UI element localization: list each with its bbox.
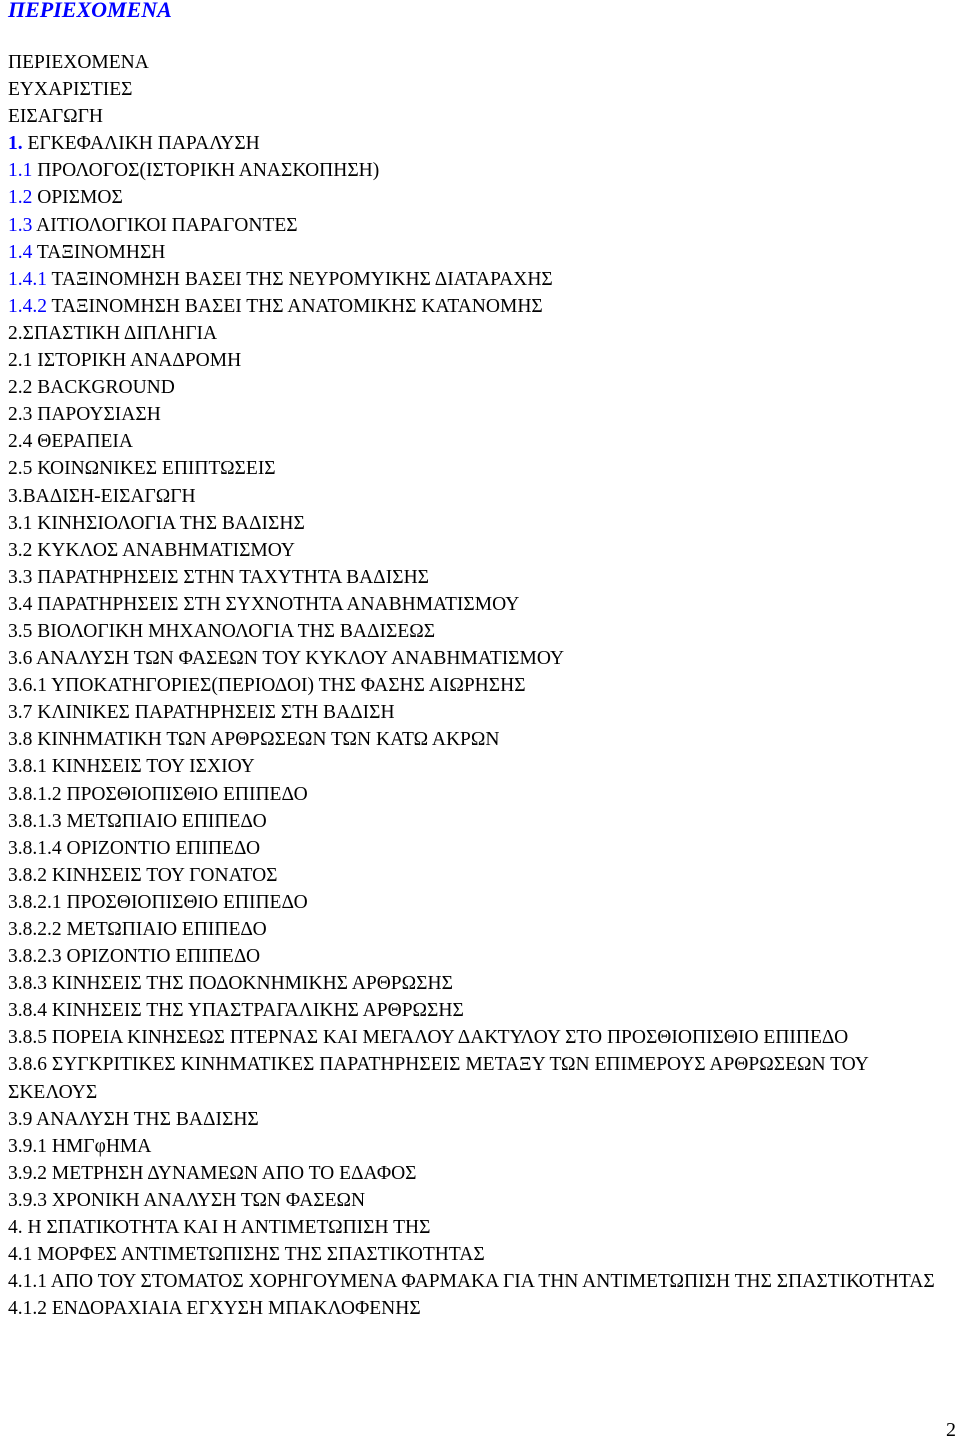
- page-title: ΠΕΡΙΕΧΟΜΕΝΑ: [8, 0, 172, 22]
- toc-entry-label: 3.5 ΒΙΟΛΟΓΙΚΗ ΜΗΧΑΝΟΛΟΓΙΑ ΤΗΣ ΒΑΔΙΣΕΩΣ: [8, 620, 436, 642]
- toc-entry-label: 3.7 ΚΛΙΝΙΚΕΣ ΠΑΡΑΤΗΡΗΣΕΙΣ ΣΤΗ ΒΑΔΙΣΗ: [8, 702, 395, 724]
- toc-entry[interactable]: [8, 184, 953, 211]
- toc-entry[interactable]: [8, 1160, 953, 1187]
- toc-entry[interactable]: [8, 510, 953, 537]
- toc-entry[interactable]: [8, 808, 953, 835]
- toc-entry-label: 3.8.2 ΚΙΝΗΣΕΙΣ ΤΟΥ ΓΟΝΑΤΟΣ: [8, 864, 278, 886]
- toc-entry[interactable]: [8, 1051, 953, 1105]
- toc-entry[interactable]: [8, 970, 953, 997]
- toc-entry-number: 1.4.1: [8, 268, 47, 290]
- toc-entry[interactable]: [8, 1024, 953, 1051]
- toc-entry-number: 1.4: [8, 241, 33, 263]
- toc-entry[interactable]: [8, 781, 953, 808]
- toc-entry-label: ΕΓΚΕΦΑΛΙΚΗ ΠΑΡΑΛΥΣΗ: [22, 133, 260, 155]
- toc-entry-label: ΤΑΞΙΝΟΜΗΣΗ ΒΑΣΕΙ ΤΗΣ ΑΝΑΤΟΜΙΚΗΣ ΚΑΤΑΝΟΜΗΣ: [47, 295, 543, 317]
- toc-entry-label: ΟΡΙΣΜΟΣ: [32, 187, 123, 209]
- toc-entry[interactable]: [8, 1268, 953, 1295]
- toc-entry-label: 3.6.1 ΥΠΟΚΑΤΗΓΟΡΙΕΣ(ΠΕΡΙΟΔΟΙ) ΤΗΣ ΦΑΣΗΣ ΑΙΩΡΗΣΗΣ: [8, 675, 526, 697]
- toc-entry[interactable]: [8, 266, 953, 293]
- toc-entry-label: 3.2 ΚΥΚΛΟΣ ΑΝΑΒΗΜΑΤΙΣΜΟΥ: [8, 539, 295, 561]
- toc-entry[interactable]: [8, 753, 953, 780]
- toc-entry[interactable]: [8, 699, 953, 726]
- toc-entry[interactable]: [8, 401, 953, 428]
- toc-entry-label: ΠΡΟΛΟΓΟΣ(ΙΣΤΟΡΙΚΗ ΑΝΑΣΚΟΠΗΣΗ): [32, 160, 380, 182]
- toc-entry-number: 1.: [8, 133, 23, 155]
- toc-entry-number: 1.1: [8, 160, 33, 182]
- toc-entry-label: 3.8.4 ΚΙΝΗΣΕΙΣ ΤΗΣ ΥΠΑΣΤΡΑΓΑΛΙΚΗΣ ΑΡΘΡΩΣΗΣ: [8, 1000, 464, 1022]
- toc-entry-label: 3.9.1 ΗΜΓφΗΜΑ: [8, 1135, 152, 1157]
- toc-entry[interactable]: [8, 1295, 953, 1322]
- toc-entry-label: 3.8.6 ΣΥΓΚΡΙΤΙΚΕΣ ΚΙΝΗΜΑΤΙΚΕΣ ΠΑΡΑΤΗΡΗΣΕΙΣ ΜΕΤΑΞΥ ΤΩΝ ΕΠΙΜΕΡΟΥΣ ΑΡΘΡΩΣΕΩΝ ΤΟΥ ΣΚΕΛΟΥΣ: [8, 1054, 869, 1103]
- toc-entry[interactable]: [8, 1187, 953, 1214]
- toc-entry-label: 3.8.2.1 ΠΡΟΣΘΙΟΠΙΣΘΙΟ ΕΠΙΠΕΔΟ: [8, 891, 308, 913]
- toc-entry-label: 3.8.2.2 ΜΕΤΩΠΙΑΙΟ ΕΠΙΠΕΔΟ: [8, 919, 267, 940]
- toc-entry-label: 2.2 BACKGROUND: [8, 377, 175, 399]
- toc-entry-label: 3.8.5 ΠΟΡΕΙΑ ΚΙΝΗΣΕΩΣ ΠΤΕΡΝΑΣ ΚΑΙ ΜΕΓΑΛΟΥ ΔΑΚΤΥΛΟΥ ΣΤΟ ΠΡΟΣΘΙΟΠΙΣΘΙΟ ΕΠΙΠΕΔΟ: [8, 1027, 849, 1049]
- toc-entry-label: ΠΕΡΙΕΧΟΜΕΝΑ: [8, 52, 149, 73]
- toc-entry-label: 3.1 ΚΙΝΗΣΙΟΛΟΓΙΑ ΤΗΣ ΒΑΔΙΣΗΣ: [8, 512, 305, 534]
- toc-entry[interactable]: [8, 130, 953, 157]
- toc-entry-label: ΤΑΞΙΝΟΜΗΣΗ: [32, 241, 166, 263]
- toc-entry[interactable]: [8, 157, 953, 184]
- toc-entry-label: 2.ΣΠΑΣΤΙΚΗ ΔΙΠΛΗΓΙΑ: [8, 322, 218, 344]
- toc-entry[interactable]: [8, 428, 953, 455]
- toc-entry-label: 3.8.1.3 ΜΕΤΩΠΙΑΙΟ ΕΠΙΠΕΔΟ: [8, 810, 267, 832]
- toc-entry[interactable]: [8, 1133, 953, 1160]
- toc-entry-label: 4.1.2 ΕΝΔΟΡΑΧΙΑΙΑ ΕΓΧΥΣΗ ΜΠΑΚΛΟΦΕΝΗΣ: [8, 1298, 421, 1320]
- page-number: 2: [946, 1419, 956, 1441]
- toc-entry-label: ΕΥΧΑΡΙΣΤΙΕΣ: [8, 79, 133, 101]
- toc-entry[interactable]: [8, 645, 953, 672]
- toc-entry[interactable]: [8, 483, 953, 510]
- toc-entry-label: ΕΙΣΑΓΩΓΗ: [8, 106, 103, 128]
- toc-entry-label: 3.8.1 ΚΙΝΗΣΕΙΣ ΤΟΥ ΙΣΧΙΟΥ: [8, 756, 255, 778]
- toc-entry-label: 3.6 ΑΝΑΛΥΣΗ ΤΩΝ ΦΑΣΕΩΝ ΤΟΥ ΚΥΚΛΟΥ ΑΝΑΒΗΜΑΤΙΣΜΟΥ: [8, 648, 565, 670]
- toc-entry[interactable]: [8, 537, 953, 564]
- toc-entry[interactable]: [8, 726, 953, 753]
- toc-entry[interactable]: [8, 916, 953, 943]
- toc-entry-label: 3.ΒΑΔΙΣΗ-ΕΙΣΑΓΩΓΗ: [8, 485, 196, 507]
- toc-entry[interactable]: [8, 997, 953, 1024]
- toc-entry[interactable]: [8, 835, 953, 862]
- toc-entry[interactable]: [8, 943, 953, 970]
- toc-entry[interactable]: [8, 76, 953, 103]
- toc-entry-label: 3.8.1.4 ΟΡΙΖΟΝΤΙΟ ΕΠΙΠΕΔΟ: [8, 837, 261, 859]
- toc-entry[interactable]: [8, 293, 953, 320]
- toc-entry-label: ΑΙΤΙΟΛΟΓΙΚΟΙ ΠΑΡΑΓΟΝΤΕΣ: [32, 214, 298, 236]
- toc-entry-label: ΤΑΞΙΝΟΜΗΣΗ ΒΑΣΕΙ ΤΗΣ ΝΕΥΡΟΜΥΙΚΗΣ ΔΙΑΤΑΡΑΧΗΣ: [47, 268, 553, 290]
- toc-entry[interactable]: [8, 618, 953, 645]
- toc-entry[interactable]: [8, 1214, 953, 1241]
- toc-entry[interactable]: [8, 49, 953, 76]
- toc-entry-label: 3.8.1.2 ΠΡΟΣΘΙΟΠΙΣΘΙΟ ΕΠΙΠΕΔΟ: [8, 783, 308, 805]
- toc-entry[interactable]: [8, 591, 953, 618]
- toc-entry[interactable]: [8, 564, 953, 591]
- toc-entry[interactable]: [8, 347, 953, 374]
- toc-entry-label: 3.8 ΚΙΝΗΜΑΤΙΚΗ ΤΩΝ ΑΡΘΡΩΣΕΩΝ ΤΩΝ ΚΑΤΩ ΑΚΡΩΝ: [8, 729, 500, 751]
- toc-entry[interactable]: [8, 239, 953, 266]
- toc-entry[interactable]: [8, 103, 953, 130]
- toc-entry[interactable]: [8, 212, 953, 239]
- table-of-contents: [8, 49, 953, 1322]
- toc-entry-label: 2.1 ΙΣΤΟΡΙΚΗ ΑΝΑΔΡΟΜΗ: [8, 350, 242, 372]
- toc-entry[interactable]: [8, 320, 953, 347]
- toc-entry[interactable]: [8, 672, 953, 699]
- toc-entry-label: 4.1 ΜΟΡΦΕΣ ΑΝΤΙΜΕΤΩΠΙΣΗΣ ΤΗΣ ΣΠΑΣΤΙΚΟΤΗΤΑΣ: [8, 1244, 485, 1266]
- toc-entry-label: 3.8.2.3 ΟΡΙΖΟΝΤΙΟ ΕΠΙΠΕΔΟ: [8, 946, 261, 968]
- toc-entry-label: 3.9.2 ΜΕΤΡΗΣΗ ΔΥΝΑΜΕΩΝ ΑΠΟ ΤΟ ΕΔΑΦΟΣ: [8, 1162, 417, 1184]
- toc-entry-label: 3.9.3 ΧΡΟΝΙΚΗ ΑΝΑΛΥΣΗ ΤΩΝ ΦΑΣΕΩΝ: [8, 1189, 366, 1211]
- toc-entry[interactable]: [8, 455, 953, 482]
- toc-entry[interactable]: [8, 374, 953, 401]
- toc-entry[interactable]: [8, 1106, 953, 1133]
- toc-entry-label: 2.4 ΘΕΡΑΠΕΙΑ: [8, 431, 133, 453]
- toc-entry[interactable]: [8, 889, 953, 916]
- toc-entry-number: 1.4.2: [8, 295, 47, 317]
- toc-entry[interactable]: [8, 862, 953, 889]
- toc-entry-label: 3.9 ΑΝΑΛΥΣΗ ΤΗΣ ΒΑΔΙΣΗΣ: [8, 1108, 259, 1130]
- toc-entry-number: 1.3: [8, 214, 33, 236]
- toc-entry-label: 4. Η ΣΠΑΤΙΚΟΤΗΤΑ ΚΑΙ Η ΑΝΤΙΜΕΤΩΠΙΣΗ ΤΗΣ: [8, 1217, 431, 1239]
- toc-entry-label: 2.5 ΚΟΙΝΩΝΙΚΕΣ ΕΠΙΠΤΩΣΕΙΣ: [8, 458, 276, 480]
- toc-entry-label: 2.3 ΠΑΡΟΥΣΙΑΣΗ: [8, 404, 161, 426]
- toc-entry-number: 1.2: [8, 187, 33, 209]
- toc-entry-label: 4.1.1 ΑΠΟ ΤΟΥ ΣΤΟΜΑΤΟΣ ΧΟΡΗΓΟΥΜΕΝΑ ΦΑΡΜΑΚΑ ΓΙΑ ΤΗΝ ΑΝΤΙΜΕΤΩΠΙΣΗ ΤΗΣ ΣΠΑΣΤΙΚΟΤΗΤΑΣ: [8, 1271, 935, 1293]
- toc-entry[interactable]: [8, 1241, 953, 1268]
- toc-entry-label: 3.4 ΠΑΡΑΤΗΡΗΣΕΙΣ ΣΤΗ ΣΥΧΝΟΤΗΤΑ ΑΝΑΒΗΜΑΤΙΣΜΟΥ: [8, 593, 520, 615]
- toc-entry-label: 3.8.3 ΚΙΝΗΣΕΙΣ ΤΗΣ ΠΟΔΟΚΝΗΜΙΚΗΣ ΑΡΘΡΩΣΗΣ: [8, 973, 453, 995]
- toc-entry-label: 3.3 ΠΑΡΑΤΗΡΗΣΕΙΣ ΣΤΗΝ ΤΑΧΥΤΗΤΑ ΒΑΔΙΣΗΣ: [8, 566, 430, 588]
